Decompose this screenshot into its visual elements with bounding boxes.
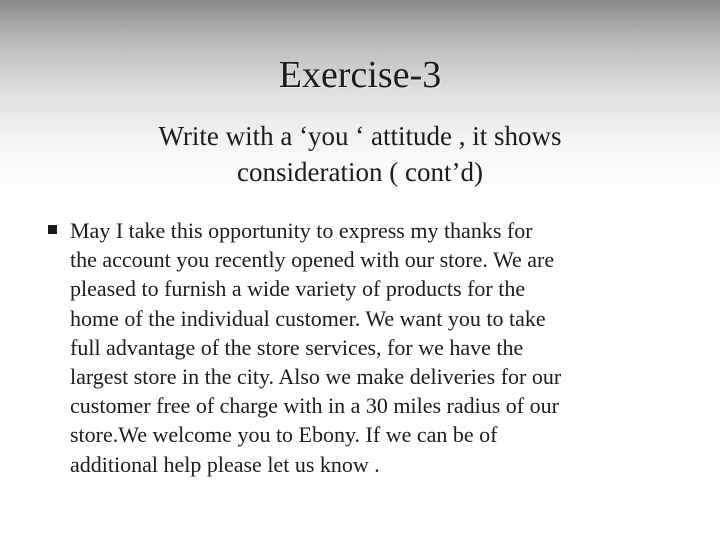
paragraph-line: May I take this opportunity to express my thanks for <box>70 218 533 243</box>
paragraph-line: the account you recently opened with our store. We are <box>70 247 555 273</box>
subtitle-line: consideration ( cont’d) <box>237 157 483 187</box>
subtitle-line: Write with a ‘you ‘ attitude , it shows <box>158 121 562 151</box>
bullet-paragraph <box>70 216 688 479</box>
slide-title: Exercise-3 <box>278 54 442 96</box>
square-bullet-icon <box>48 225 57 234</box>
paragraph-line: customer free of charge with in a 30 miles radius of our <box>70 393 559 419</box>
paragraph-line: pleased to furnish a wide variety of products for the <box>70 276 526 302</box>
paragraph-line: largest store in the city. Also we make deliveries for our <box>70 364 562 390</box>
paragraph-line: additional help please let us know . <box>70 451 380 477</box>
paragraph-line: full advantage of the store services, for we have the <box>70 334 524 360</box>
paragraph-line: store.We welcome you to Ebony. If we can be of <box>70 422 498 448</box>
slide-subtitle <box>60 118 660 190</box>
paragraph-line: home of the individual customer. We want you to take <box>70 305 546 331</box>
